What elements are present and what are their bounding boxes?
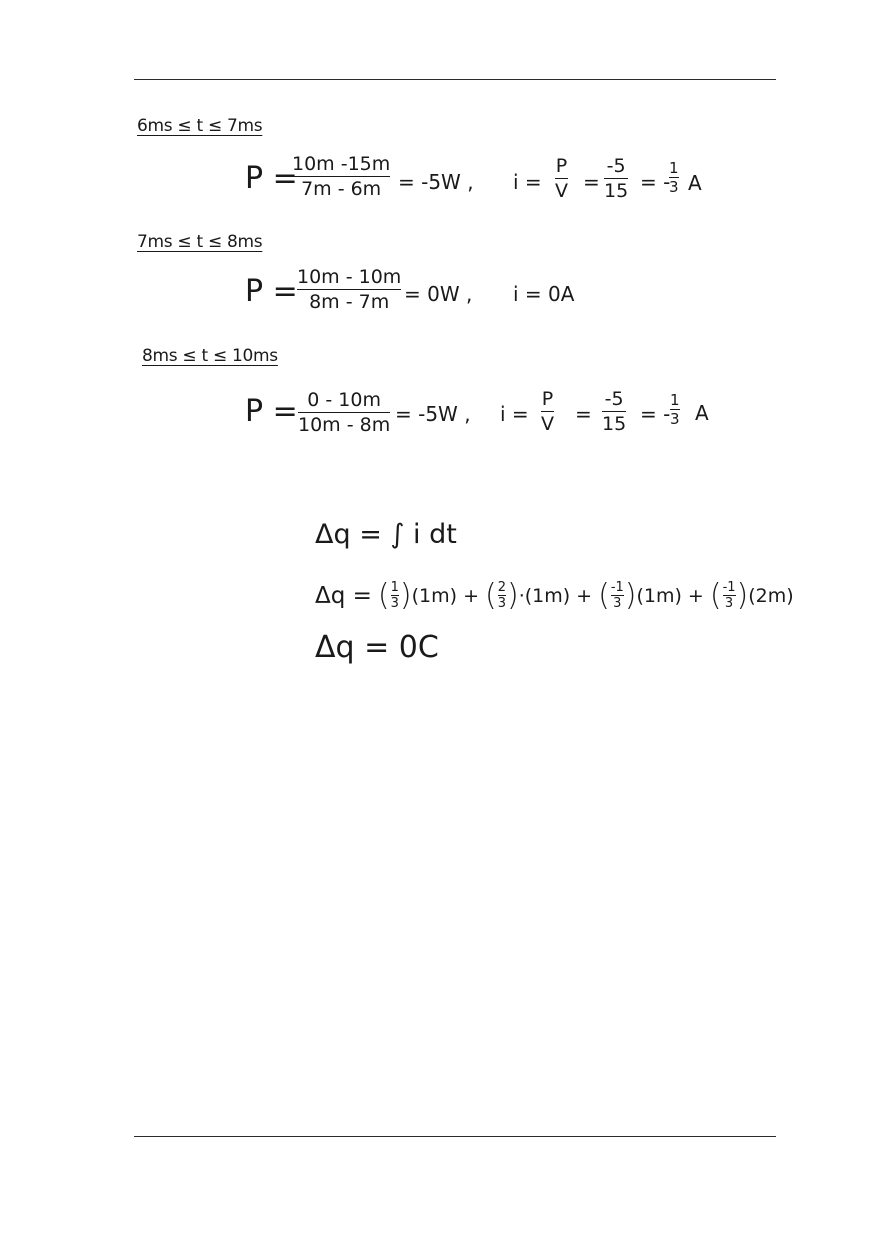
paren-close: ) — [624, 578, 637, 613]
paren-close: ) — [399, 578, 412, 613]
equals-sign: = — [575, 402, 592, 426]
fraction-numerator: 1 — [390, 580, 399, 595]
fraction-numerator: 1 — [670, 391, 680, 409]
fraction-bar — [541, 411, 554, 412]
charge-term-3 — [598, 578, 682, 613]
section-heading-2: 7ms ≤ t ≤ 8ms — [137, 232, 263, 252]
fraction-bar — [604, 178, 628, 179]
fraction-numerator: -5 — [604, 388, 624, 410]
fraction-numerator: 2 — [497, 580, 506, 595]
charge-integral-line: Δq = ∫ i dt — [315, 519, 457, 550]
current-label-3: i = — [500, 402, 529, 426]
fraction-numerator: -5 — [606, 155, 626, 177]
fraction-bar — [297, 289, 401, 290]
current-fraction-value-3 — [602, 388, 626, 435]
paren-close: ) — [736, 578, 749, 613]
fraction-numerator: -1 — [610, 580, 624, 595]
fraction-denominator: 3 — [669, 178, 679, 196]
fraction-numerator: 1 — [669, 159, 679, 177]
power-numerator-1: 10m -15m — [292, 153, 391, 175]
fraction-denominator: V — [555, 180, 568, 202]
fraction-denominator: 3 — [613, 596, 622, 611]
paren-open: ( — [484, 578, 497, 613]
power-label-1: P = — [245, 161, 298, 196]
plus-sign: + — [687, 584, 704, 607]
equals-sign: = — [583, 170, 600, 194]
fraction-denominator: V — [541, 413, 554, 435]
term-fraction — [723, 581, 736, 610]
paren-open: ( — [709, 578, 722, 613]
equals-minus: = - — [640, 170, 671, 194]
footer-rule — [134, 1136, 776, 1137]
power-fraction-3 — [298, 389, 390, 436]
section-heading-3: 8ms ≤ t ≤ 10ms — [142, 346, 278, 366]
charge-sum-lead: Δq = — [315, 582, 372, 609]
plus-sign: + — [463, 584, 479, 607]
fraction-numerator: P — [541, 388, 554, 410]
power-numerator-3: 0 - 10m — [307, 389, 381, 411]
charge-term-1 — [378, 578, 457, 613]
current-fraction-result-1 — [669, 160, 679, 195]
fraction-bar — [555, 178, 568, 179]
charge-term-2 — [485, 578, 570, 613]
power-result-1: = -5W , — [398, 170, 474, 194]
fraction-denominator: 3 — [497, 596, 506, 611]
current-fraction-pv-1 — [555, 155, 568, 202]
current-result-2: i = 0A — [513, 282, 575, 306]
section-heading-1: 6ms ≤ t ≤ 7ms — [137, 116, 263, 136]
charge-sum-line — [315, 578, 794, 613]
charge-term-4 — [710, 578, 794, 613]
power-numerator-2: 10m - 10m — [297, 266, 402, 288]
header-rule — [134, 79, 776, 80]
fraction-numerator: P — [555, 155, 568, 177]
paren-open: ( — [377, 578, 390, 613]
power-label-3: P = — [245, 394, 298, 429]
current-label-1: i = — [513, 170, 542, 194]
current-fraction-pv-3 — [541, 388, 554, 435]
term-fraction — [391, 581, 399, 610]
fraction-denominator: 15 — [602, 413, 627, 435]
power-fraction-2 — [297, 266, 401, 313]
fraction-denominator: 15 — [604, 180, 629, 202]
current-fraction-value-1 — [604, 155, 628, 202]
unit-amps-3: A — [695, 401, 709, 425]
current-fraction-result-3 — [670, 392, 680, 427]
term-time: (1m) — [411, 584, 458, 607]
fraction-bar — [298, 412, 390, 413]
term-time: ·(1m) — [518, 584, 571, 607]
unit-amps-1: A — [688, 171, 702, 195]
paren-open: ( — [598, 578, 610, 613]
power-result-3: = -5W , — [395, 402, 471, 426]
plus-sign: + — [576, 584, 593, 607]
power-label-2: P = — [245, 274, 298, 309]
fraction-numerator: -1 — [722, 580, 736, 595]
charge-result-line: Δq = 0C — [315, 630, 439, 665]
power-denominator-3: 10m - 8m — [298, 414, 391, 436]
fraction-bar — [602, 411, 626, 412]
fraction-denominator: 3 — [724, 596, 734, 611]
fraction-bar — [292, 176, 390, 177]
term-time: (2m) — [748, 584, 794, 607]
power-result-2: = 0W , — [404, 282, 473, 306]
fraction-denominator: 3 — [670, 410, 680, 428]
term-fraction — [498, 581, 506, 610]
term-fraction — [611, 581, 624, 610]
term-time: (1m) — [636, 584, 682, 607]
paren-close: ) — [506, 578, 519, 613]
fraction-denominator: 3 — [390, 596, 399, 611]
power-fraction-1 — [292, 153, 390, 200]
equals-minus: = - — [640, 402, 671, 426]
power-denominator-2: 8m - 7m — [309, 291, 390, 313]
power-denominator-1: 7m - 6m — [301, 178, 382, 200]
